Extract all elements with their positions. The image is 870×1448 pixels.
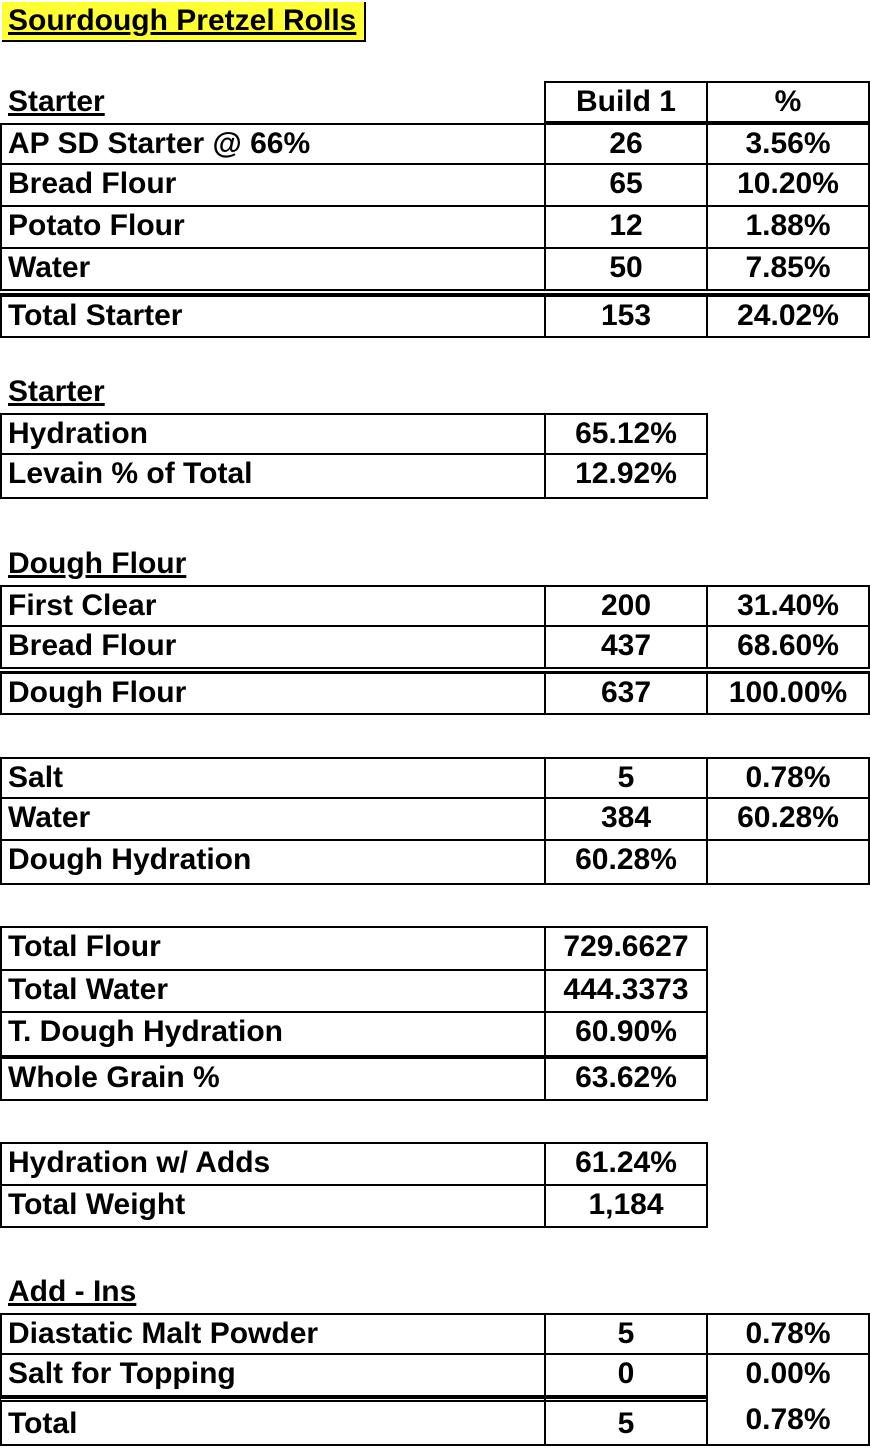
row-name: Whole Grain % bbox=[0, 1057, 546, 1101]
row-name: Total Flour bbox=[0, 926, 546, 971]
row-value: 60.90% bbox=[544, 1013, 708, 1057]
table-row bbox=[0, 413, 708, 455]
total-row bbox=[0, 293, 870, 338]
row-pct: 7.85% bbox=[706, 249, 870, 291]
row-name: Dough Flour bbox=[0, 671, 546, 715]
addins-header: Add - Ins bbox=[8, 1275, 137, 1308]
row-name: Total Water bbox=[0, 969, 546, 1013]
row-value: 26 bbox=[544, 123, 708, 165]
table-row bbox=[0, 249, 870, 291]
table-row bbox=[0, 969, 708, 1013]
row-pct: 68.60% bbox=[706, 627, 870, 669]
table-row bbox=[0, 455, 708, 499]
col-pct-header: % bbox=[706, 81, 870, 123]
row-name: Salt for Topping bbox=[0, 1355, 546, 1397]
table-row bbox=[0, 757, 870, 799]
total-pct: 24.02% bbox=[706, 293, 870, 338]
page-title: Sourdough Pretzel Rolls bbox=[2, 2, 366, 42]
table-row bbox=[0, 1057, 708, 1101]
row-pct: 0.78% bbox=[706, 757, 870, 799]
total-row bbox=[0, 1397, 870, 1446]
row-name: T. Dough Hydration bbox=[0, 1013, 546, 1057]
row-value: 729.6627 bbox=[544, 926, 708, 971]
row-pct bbox=[706, 841, 870, 885]
starter-stats-header: Starter bbox=[8, 375, 105, 408]
total-value: 153 bbox=[544, 293, 708, 338]
table-row bbox=[0, 1313, 870, 1355]
total-pct: 0.78% bbox=[706, 1397, 870, 1446]
row-pct: 60.28% bbox=[706, 799, 870, 841]
row-pct: 10.20% bbox=[706, 165, 870, 207]
table-row bbox=[0, 207, 870, 249]
row-name: Hydration bbox=[0, 413, 546, 455]
table-row bbox=[0, 1142, 708, 1186]
row-value: 12.92% bbox=[544, 455, 708, 499]
row-pct: 0.00% bbox=[706, 1355, 870, 1397]
row-name: Bread Flour bbox=[0, 165, 546, 207]
total-value: 5 bbox=[544, 1397, 708, 1446]
row-value: 12 bbox=[544, 207, 708, 249]
row-pct: 31.40% bbox=[706, 585, 870, 627]
row-value: 50 bbox=[544, 249, 708, 291]
dough-flour-header: Dough Flour bbox=[8, 547, 187, 580]
table-row bbox=[0, 165, 870, 207]
table-row bbox=[0, 585, 870, 627]
row-name: Total Weight bbox=[0, 1186, 546, 1228]
row-pct: 1.88% bbox=[706, 207, 870, 249]
row-name: Bread Flour bbox=[0, 627, 546, 669]
row-value: 63.62% bbox=[544, 1057, 708, 1101]
col-build-header: Build 1 bbox=[544, 81, 708, 123]
table-row bbox=[0, 1013, 708, 1057]
row-value: 5 bbox=[544, 757, 708, 799]
table-row bbox=[0, 841, 870, 885]
table-row bbox=[0, 926, 708, 971]
row-value: 384 bbox=[544, 799, 708, 841]
total-name: Total bbox=[0, 1397, 546, 1446]
row-name: Water bbox=[0, 799, 546, 841]
total-name: Total Starter bbox=[0, 293, 546, 338]
row-pct: 100.00% bbox=[706, 671, 870, 715]
row-value: 65.12% bbox=[544, 413, 708, 455]
row-value: 65 bbox=[544, 165, 708, 207]
row-name: First Clear bbox=[0, 585, 546, 627]
row-value: 1,184 bbox=[544, 1186, 708, 1228]
starter-header: Starter bbox=[8, 85, 105, 118]
starter-col-header-row bbox=[0, 81, 870, 123]
row-name: AP SD Starter @ 66% bbox=[0, 123, 546, 165]
table-row bbox=[0, 671, 870, 715]
row-value: 200 bbox=[544, 585, 708, 627]
row-value: 444.3373 bbox=[544, 969, 708, 1013]
row-pct: 3.56% bbox=[706, 123, 870, 165]
row-name: Potato Flour bbox=[0, 207, 546, 249]
row-value: 0 bbox=[544, 1355, 708, 1397]
table-row bbox=[0, 799, 870, 841]
row-name: Levain % of Total bbox=[0, 455, 546, 499]
row-name: Salt bbox=[0, 757, 546, 799]
row-name: Dough Hydration bbox=[0, 841, 546, 885]
table-row bbox=[0, 123, 870, 165]
row-value: 61.24% bbox=[544, 1142, 708, 1186]
row-name: Hydration w/ Adds bbox=[0, 1142, 546, 1186]
row-value: 60.28% bbox=[544, 841, 708, 885]
row-value: 637 bbox=[544, 671, 708, 715]
table-row bbox=[0, 1355, 870, 1397]
row-name: Water bbox=[0, 249, 546, 291]
table-row bbox=[0, 1186, 708, 1228]
table-row bbox=[0, 627, 870, 669]
row-value: 437 bbox=[544, 627, 708, 669]
row-pct: 0.78% bbox=[706, 1313, 870, 1355]
row-name: Diastatic Malt Powder bbox=[0, 1313, 546, 1355]
row-value: 5 bbox=[544, 1313, 708, 1355]
